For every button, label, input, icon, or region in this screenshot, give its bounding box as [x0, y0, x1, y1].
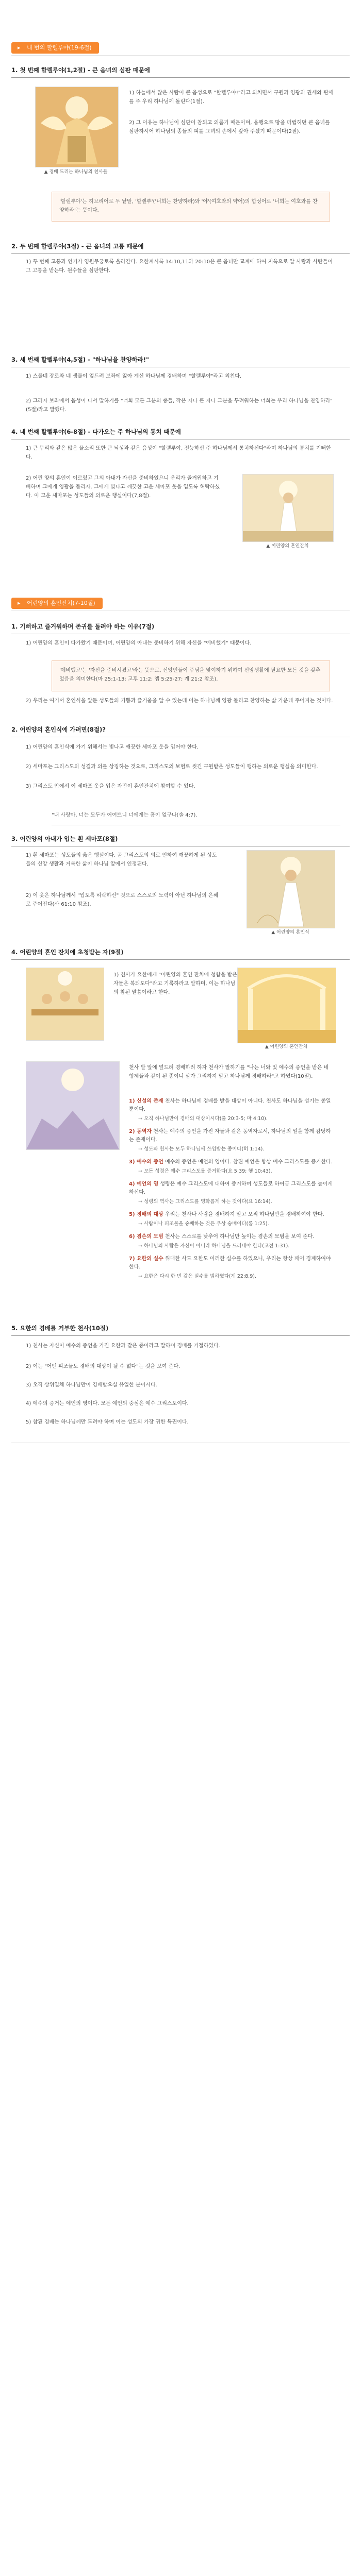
para: 1) 큰 무리와 같은 많은 물소리 또한 큰 뇌성과 같은 음성이 "할렐루야, 전능하신 주 하나님께서 통치하신다"라며 하나님의 통치를 기뻐한다.	[26, 446, 331, 460]
para: 2) 이는 "어떤 피조물도 경배의 대상이 될 수 없다"는 것을 보여 준다.	[26, 1364, 180, 1369]
divider	[11, 55, 350, 56]
para: 1) 어린양의 혼인이 다가왔기 때문이며, 어린양의 아내는 준비하기 위해 자신을 "예비했기" 때문이다.	[26, 640, 252, 646]
para: 1) 천사는 자신이 예수의 증언을 가진 요한과 같은 종이라고 말하며 경배를 거절하였다.	[26, 1343, 220, 1349]
section-badge-1: ▸ 내 번의 할렐루야(19-6절)	[11, 42, 99, 54]
para: 3) 오직 삼위일체 하나님만이 경배받으실 유일한 분이시다.	[26, 1382, 157, 1388]
section-header-1	[11, 42, 350, 56]
callout-box-1: '할렐루야'는 히브리어로 두 낱말, '할렐루'('너희는 찬양하라)와 '야'(여호와의 약어)의 합성어로 '너희는 여호와를 찬양하라'는 뜻이다.	[52, 192, 330, 222]
scripture-quote: "내 사랑아, 너는 모두가 어여쁘니 너에게는 흠이 없구나(솔 4:7).	[52, 811, 340, 825]
wedding-illustration-1	[243, 474, 333, 541]
para: 2) 어린 양의 혼인이 이르렀고 그의 아내가 자신을 준비하였으니 우리가 즐거워하고 기뻐하며 그에게 영광을 돌리자. 그에게 빛나고 깨끗한 고운 세마포 옷을 입도록 허락하셨다. 이 고운 세마포는 성도들의 의로운 행실이다(7,8절).	[26, 476, 220, 499]
para: 2) 세마포는 그리스도의 성결과 의를 상징하는 것으로, 그리스도의 보혈로 씻긴 구원받은 성도들이 행하는 의로운 행실을 의미한다.	[26, 764, 318, 770]
heading-1-1: 1. 첫 번째 할렐루야(1,2절) - 큰 음녀의 심판 때문에	[11, 66, 350, 78]
bride-illustration	[247, 851, 335, 928]
crowd-image	[26, 1061, 120, 1150]
numbered-list	[129, 1097, 335, 1285]
callout-box-2: '예비했고'는 '자신을 준비시켰고'라는 뜻으로, 신앙인들이 주님을 맞이하기 위하여 신앙생활에 필요한 모든 것을 갖추었음을 의미한다(마 25:1-13; 고후 11:2; 엡 5:25-27; 계 21:2 참조).	[52, 660, 330, 691]
para: 2) 그러자 보좌에서 음성이 나서 말하기를 "너희 모든 그분의 종들, 작은 자나 큰 자나 그분을 두려워하는 너희는 우리 하나님을 찬양하라"(5절)라고 말했다.	[26, 398, 333, 413]
image-caption-1: ▲ 경배 드리는 하나님의 천사들	[44, 170, 108, 175]
para: 1) 스물네 장로와 네 생물이 엎드려 보좌에 앉아 계신 하나님께 경배하며 "할렐루야"라고 외친다.	[26, 374, 242, 379]
image-caption-3: ▲ 어린양의 혼인식	[271, 930, 309, 935]
para: 5) 참된 경배는 하나님께만 드려야 하며 이는 성도의 가장 귀한 특권이다.	[26, 1419, 189, 1425]
section-badge-2: ▸ 어린양의 혼인잔치(7-10절)	[11, 598, 103, 609]
para: 1) 천사가 요한에게 "어린양의 혼인 잔치에 청함을 받은 자들은 복되도다"라고 기록하라고 말하며, 이는 하나님의 참된 말씀이라고 한다.	[113, 972, 237, 995]
heading-1-2: 2. 두 번째 할렐루야(3절) - 큰 음녀의 고통 때문에	[11, 242, 350, 254]
bride-image	[247, 850, 335, 928]
para: 4) 예수의 증거는 예언의 영이다. 모든 예언의 중심은 예수 그리스도이다.	[26, 1401, 189, 1406]
palace-image	[237, 968, 336, 1043]
heading-2-3: 3. 어린양의 아내가 입는 흰 세마포(8절)	[11, 835, 350, 846]
image-caption-4: ▲ 어린양의 혼인잔치	[265, 1044, 308, 1049]
feast-image	[26, 968, 104, 1041]
angels-illustration	[36, 87, 118, 167]
para: 1) 두 번째 고통과 연기가 영원무궁토록 올라간다. 요한계시록 14:10,11과 20:10은 큰 음녀만 교계에 하여 지옥으로 알 사람과 사탄들이 그 고통을 받는다. 원수들을 심판한다.	[26, 259, 333, 274]
para: 2) 우리는 여기서 혼인식을 앞둔 성도들의 기쁨과 즐거움을 알 수 있는데 이는 하나님께 영광 돌리고 찬양하는 삶 가운데 주어지는 것이다.	[26, 698, 333, 704]
angels-image	[35, 87, 119, 167]
list-item: 3) 예수의 증언 예수의 증언은 예언의 영이다. 참된 예언은 항상 예수 그리스도를 증거한다. → 모든 성경은 예수 그리스도를 증거한다(요 5:39; 행 10:43).	[129, 1158, 335, 1175]
wedding-image-1	[242, 474, 334, 542]
image-caption-2: ▲ 어린양의 혼인잔치	[266, 544, 309, 549]
list-item: 2) 동역자 천사는 예수의 증언을 가진 자들과 같은 동역자로서, 하나님의 일을 함께 감당하는 존재이다. → 성도와 천사는 모두 하나님께 쓰임받는 종이다(히 1:14).	[129, 1128, 335, 1153]
para: 2) 그 이유는 하나님이 심판이 참되고 의롭기 때문이며, 음행으로 땅을 더럽히던 큰 음녀를 심판하시어 하나님의 종들의 피를 그녀의 손에서 갚아 주셨기 때문이다(2절).	[129, 120, 330, 134]
para: 1) 하늘에서 많은 사람이 큰 음성으로 "할렐루야!"라고 외치면서 구원과 영광과 권세와 판세를 주 우리 하나님께 돌린다(1절).	[129, 90, 334, 105]
para: 2) 이 옷은 하나님께서 "입도록 허락하신" 것으로 스스로의 노력이 아닌 하나님의 은혜로 주어진다(사 61:10 참조).	[26, 893, 219, 907]
para: 1) 어린양의 혼인식에 가기 위해서는 빛나고 깨끗한 세마포 옷을 입어야 한다.	[26, 744, 199, 750]
list-item: 7) 요한의 실수 위대한 사도 요한도 이러한 실수를 하였으니, 우리는 항상 깨어 경계하여야 한다. → 요한은 다시 한 번 같은 실수를 범하였다(계 22:8,9).	[129, 1255, 335, 1280]
list-item: 4) 예언의 영 성령은 예수 그리스도에 대하여 증거하며 성도들로 하여금 그리스도를 높이게 하신다. → 성령의 역사는 그리스도를 영화롭게 하는 것이다(요 16:14).	[129, 1180, 335, 1206]
para: 3) 그리스도 안에서 이 세마포 옷을 입은 자만이 혼인잔치에 참여할 수 있다.	[26, 784, 195, 789]
palace-illustration	[238, 968, 336, 1043]
heading-1-4: 4. 네 번째 할렐루야(6-8절) - 다가오는 주 하나님의 통치 때문에	[11, 428, 350, 439]
list-item: 6) 겸손의 모범 천사는 스스로를 낮추어 하나님만 높이는 겸손의 모범을 보여 준다. → 하나님의 사람은 자신이 아니라 하나님을 드러내야 한다(고전 1:31).	[129, 1233, 335, 1250]
section-header-2	[11, 598, 350, 611]
heading-2-1: 1. 기뻐하고 즐거워하며 존귀를 돌려야 하는 이유(7절)	[11, 622, 350, 634]
list-item: 5) 경배의 대상 우리는 천사나 사람을 경배하지 말고 오직 하나님만을 경배하여야 한다. → 사람이나 피조물을 숭배하는 것은 우상 숭배이다(롬 1:25).	[129, 1211, 335, 1228]
heading-2-5: 5. 요한의 경배를 거부한 천사(10절)	[11, 1324, 350, 1336]
para: 천사 발 앞에 엎드려 경배하려 하자 천사가 말하기를 "나는 너와 및 예수의 증언을 받은 네 형제들과 같이 된 종이니 삼가 그리하지 말고 하나님께 경배하라"고 하였다(10절).	[129, 1065, 329, 1079]
heading-2-4: 4. 어린양의 혼인 잔치에 초청받는 자(9절)	[11, 948, 350, 960]
feast-illustration	[26, 968, 104, 1040]
crowd-illustration	[26, 1062, 119, 1149]
heading-2-2: 2. 어린양의 혼인식에 가려면(8절)?	[11, 725, 350, 737]
list-item: 1) 신성의 존재 천사는 하나님께 경배를 받을 대상이 아니다. 천사도 하나님을 섬기는 종일 뿐이다. → 오직 하나님만이 경배의 대상이시다(출 20:3-5; 마 4:10).	[129, 1097, 335, 1123]
para: 1) 흰 세마포는 성도들의 옳은 행실이다. 곧 그리스도의 의로 인하여 깨끗하게 된 성도들의 신앙 생활과 거룩한 삶이 하나님 앞에서 인정된다.	[26, 853, 217, 867]
heading-1-3: 3. 세 번째 할렐루야(4,5절) - "하나님을 찬양하라!"	[11, 355, 350, 367]
